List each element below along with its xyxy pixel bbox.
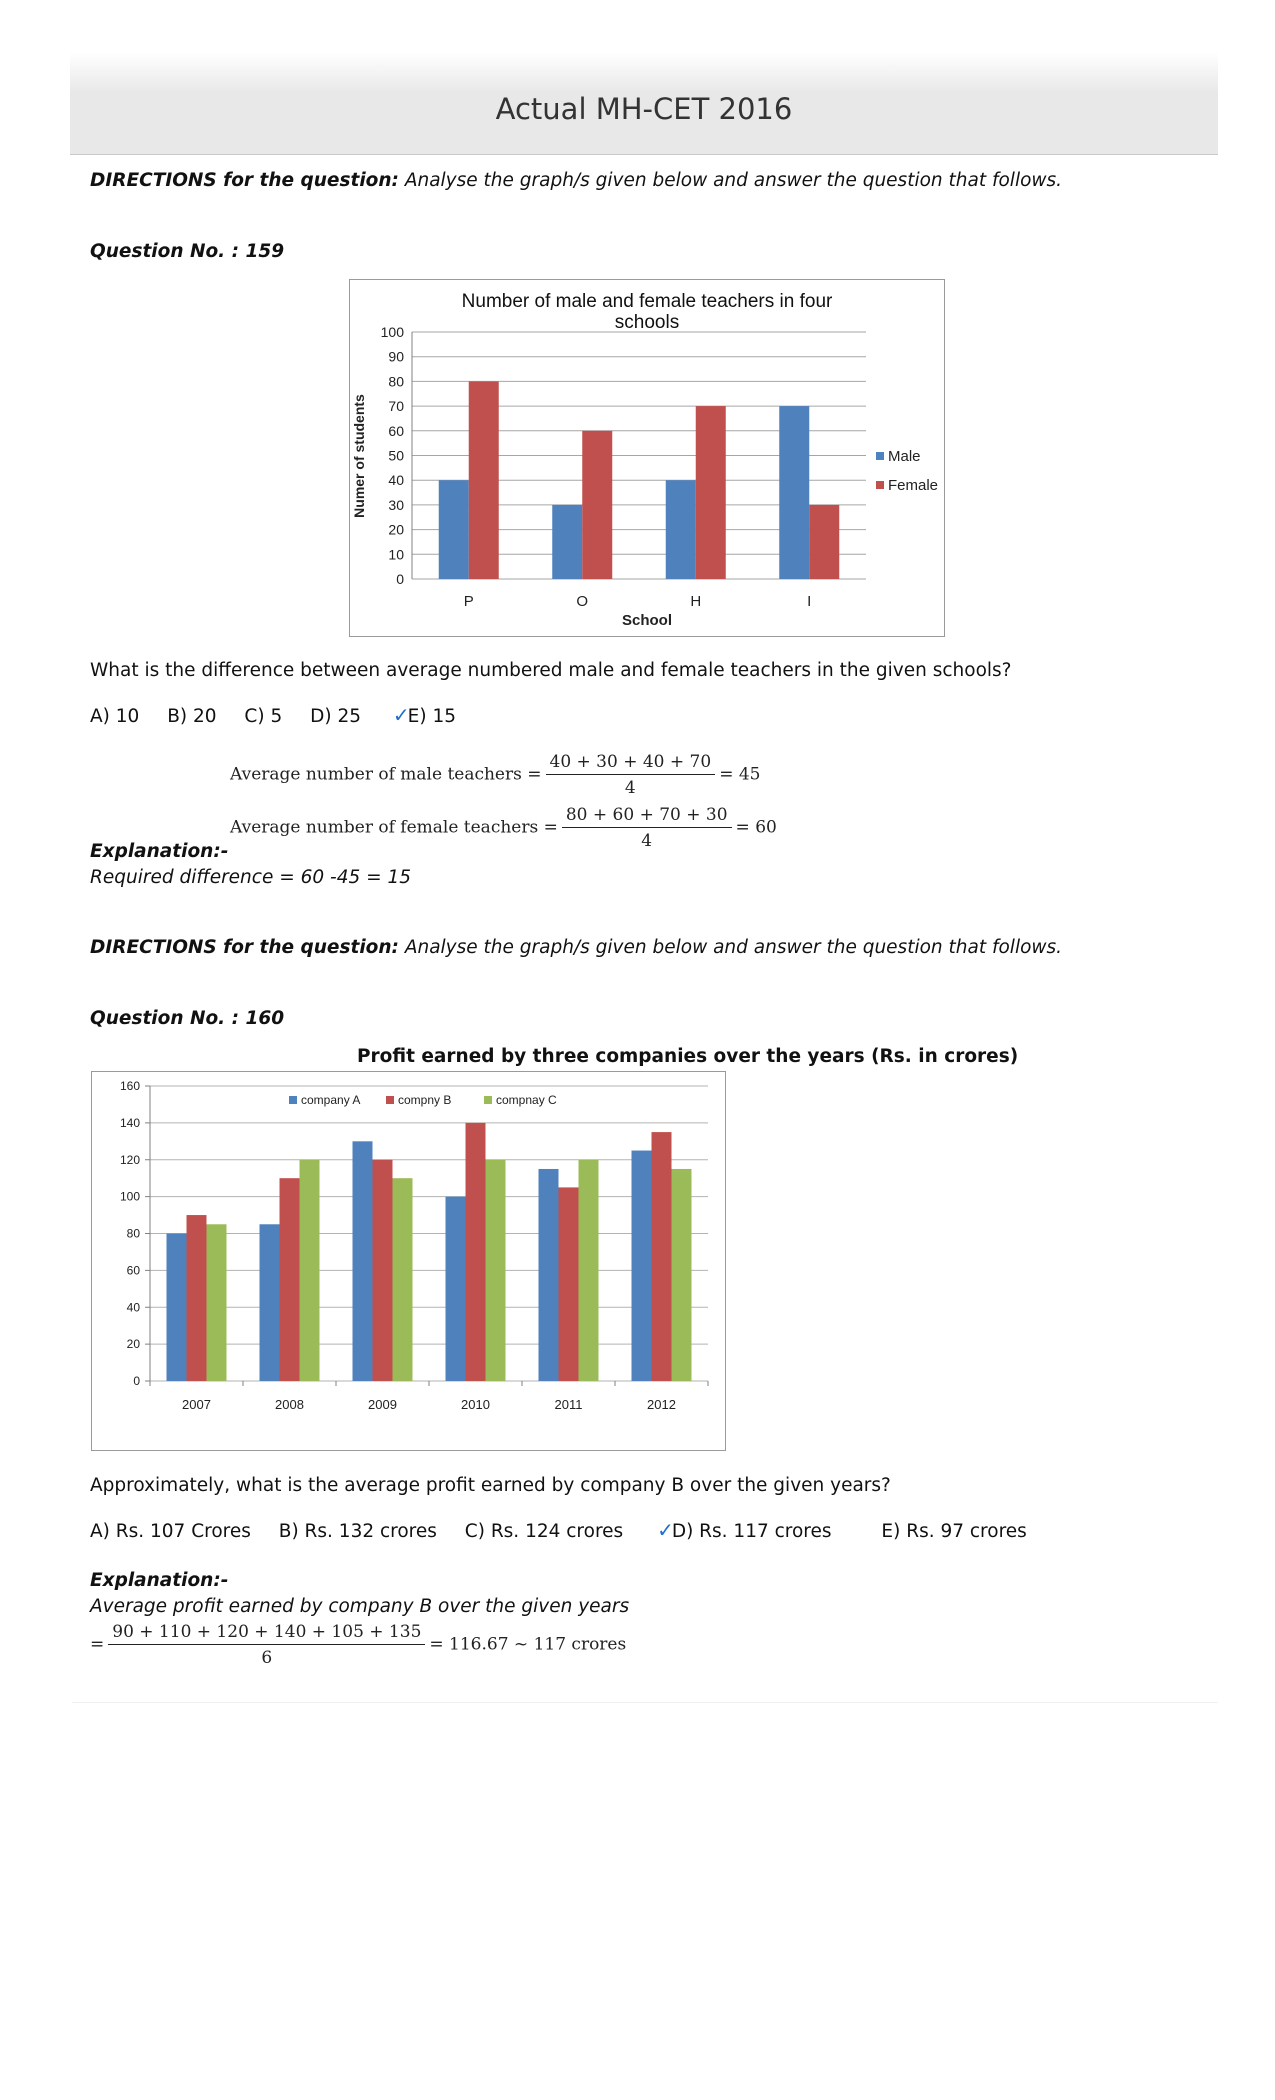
formula-male-fraction — [546, 752, 716, 798]
bar-compny-b-2012 — [652, 1132, 672, 1381]
x-tick-label: O — [576, 593, 589, 610]
option-d-correct[interactable] — [657, 1518, 853, 1542]
bar-company-a-2011 — [539, 1169, 559, 1381]
y-tick-label: 60 — [126, 1263, 140, 1278]
footer-divider — [72, 1702, 1218, 1703]
x-tick-label: P — [463, 593, 474, 610]
y-tick-label: 0 — [396, 571, 404, 587]
formula-male-numerator: 40 + 30 + 40 + 70 — [546, 752, 716, 775]
explanation-label-160: Explanation:- — [90, 1570, 229, 1591]
bar-company-a-2010 — [446, 1197, 466, 1381]
formula-denominator: 6 — [261, 1648, 273, 1668]
question-number-160: Question No. : 160 — [90, 1008, 285, 1029]
explanation-label-159: Explanation:- — [90, 841, 229, 862]
bar-male-p — [439, 480, 469, 579]
options-159 — [90, 703, 500, 727]
explanation-text-160: Average profit earned by company B over the given years — [90, 1596, 630, 1617]
option-e-correct[interactable] — [392, 703, 478, 727]
formula-female-denominator: 4 — [641, 831, 653, 851]
bar-compny-b-2009 — [373, 1160, 393, 1381]
y-tick-label: 80 — [388, 373, 404, 390]
bar-compny-b-2008 — [280, 1178, 300, 1381]
bar-female-p — [469, 381, 499, 579]
formula-male-label: Average number of male teachers = — [230, 764, 542, 785]
question-text-159: What is the difference between average numbered male and female teachers in the given schools? — [90, 660, 1012, 681]
bar-compnay-c-2011 — [579, 1160, 599, 1381]
directions-label: DIRECTIONS for the question: — [90, 170, 399, 191]
option-e[interactable]: E) 15 — [407, 706, 456, 727]
directions-label: DIRECTIONS for the question: — [90, 937, 399, 958]
explanation-text-159: Required difference = 60 -45 = 15 — [90, 867, 412, 888]
bar-female-i — [809, 505, 839, 579]
option-b[interactable]: B) Rs. 132 crores — [278, 1521, 437, 1542]
formula-company-b — [90, 1622, 626, 1668]
question-text-160: Approximately, what is the average profit earned by company B over the given years? — [90, 1475, 891, 1496]
bar-company-a-2012 — [632, 1151, 652, 1381]
bar-compny-b-2007 — [187, 1215, 207, 1381]
y-tick-label: 10 — [388, 546, 404, 563]
directions-159 — [90, 170, 1062, 191]
question-number-159: Question No. : 159 — [90, 241, 285, 262]
formula-female-result: = 60 — [735, 817, 777, 838]
bar-company-a-2009 — [353, 1141, 373, 1381]
y-tick-label: 20 — [388, 521, 404, 538]
formula-result: = 116.67 ~ 117 crores — [429, 1634, 627, 1655]
y-tick-label: 40 — [388, 472, 404, 489]
legend-swatch-female — [876, 481, 884, 489]
bar-company-a-2007 — [167, 1234, 187, 1382]
directions-text: Analyse the graph/s given below and answer the question that follows. — [398, 170, 1063, 191]
y-tick-label: 20 — [126, 1337, 140, 1352]
legend-label-female: Female — [888, 477, 939, 494]
bar-compnay-c-2009 — [393, 1178, 413, 1381]
y-tick-label: 160 — [119, 1079, 140, 1093]
chart-profit-title: Profit earned by three companies over the years (Rs. in crores) — [357, 1046, 1019, 1067]
bar-male-h — [666, 480, 696, 579]
chart-profit — [92, 1072, 725, 1450]
chart-title-line: Number of male and female teachers in four — [461, 291, 833, 312]
option-a[interactable]: A) Rs. 107 Crores — [90, 1521, 251, 1542]
y-axis-label: Numer of students — [351, 394, 367, 518]
formula-fraction — [108, 1622, 425, 1668]
option-d[interactable]: D) Rs. 117 crores — [671, 1521, 832, 1542]
options-160 — [90, 1518, 1049, 1542]
option-e[interactable]: E) Rs. 97 crores — [881, 1521, 1027, 1542]
formula-male — [230, 752, 760, 798]
page-header — [70, 52, 1218, 155]
x-tick-label: 2011 — [554, 1397, 583, 1412]
y-tick-label: 120 — [119, 1152, 140, 1167]
bar-compnay-c-2007 — [207, 1224, 227, 1381]
option-c[interactable]: C) 5 — [244, 706, 283, 727]
chart-profit-frame — [91, 1071, 726, 1451]
formula-male-denominator: 4 — [624, 778, 636, 798]
checkmark-icon: ✓ — [392, 703, 410, 727]
y-tick-label: 40 — [126, 1300, 140, 1315]
x-tick-label: H — [690, 593, 702, 610]
x-tick-label: 2010 — [461, 1397, 490, 1412]
formula-male-result: = 45 — [719, 764, 761, 785]
directions-text: Analyse the graph/s given below and answer the question that follows. — [398, 937, 1063, 958]
y-tick-label: 30 — [388, 496, 404, 513]
y-tick-label: 50 — [388, 447, 404, 464]
formula-female — [230, 805, 777, 851]
y-tick-label: 100 — [119, 1189, 140, 1204]
option-d[interactable]: D) 25 — [310, 706, 361, 727]
legend-label-company-a: company A — [301, 1093, 361, 1107]
option-c[interactable]: C) Rs. 124 crores — [464, 1521, 624, 1542]
legend-label-compnay-c: compnay C — [496, 1093, 557, 1107]
formula-numerator: 90 + 110 + 120 + 140 + 105 + 135 — [108, 1622, 425, 1645]
bar-female-o — [582, 431, 612, 579]
chart-title-line: schools — [614, 312, 680, 333]
chart-teachers-frame — [349, 279, 945, 637]
formula-female-fraction — [562, 805, 732, 851]
checkmark-icon: ✓ — [657, 1518, 674, 1542]
x-axis-label: School — [621, 612, 673, 629]
option-a[interactable]: A) 10 — [90, 706, 140, 727]
page-title: Actual MH-CET 2016 — [495, 92, 793, 126]
y-tick-label: 0 — [133, 1374, 140, 1388]
option-b[interactable]: B) 20 — [167, 706, 217, 727]
y-tick-label: 60 — [388, 422, 404, 439]
legend-label-compny-b: compny B — [398, 1093, 452, 1107]
x-tick-label: 2012 — [647, 1397, 676, 1412]
formula-female-numerator: 80 + 60 + 70 + 30 — [562, 805, 732, 828]
legend-swatch-compny-b — [386, 1096, 394, 1104]
x-tick-label: 2009 — [368, 1397, 397, 1412]
x-tick-label: I — [807, 593, 812, 610]
bar-male-o — [552, 505, 582, 579]
x-tick-label: 2007 — [182, 1397, 211, 1412]
formula-female-label: Average number of female teachers = — [230, 817, 558, 838]
legend-swatch-company-a — [289, 1096, 297, 1104]
legend-swatch-compnay-c — [484, 1096, 492, 1104]
y-tick-label: 100 — [380, 324, 404, 340]
chart-teachers — [350, 280, 944, 636]
y-tick-label: 70 — [388, 398, 404, 415]
bar-company-a-2008 — [260, 1224, 280, 1381]
bar-compnay-c-2008 — [300, 1160, 320, 1381]
bar-female-h — [696, 406, 726, 579]
y-tick-label: 140 — [119, 1115, 140, 1130]
legend-label-male: Male — [888, 448, 921, 465]
y-tick-label: 90 — [388, 348, 404, 365]
bar-compnay-c-2012 — [672, 1169, 692, 1381]
legend-swatch-male — [876, 452, 884, 460]
bar-compnay-c-2010 — [486, 1160, 506, 1381]
bar-male-i — [779, 406, 809, 579]
directions-160 — [90, 937, 1062, 958]
y-tick-label: 80 — [126, 1226, 140, 1241]
x-tick-label: 2008 — [275, 1397, 304, 1412]
bar-compny-b-2010 — [466, 1123, 486, 1381]
formula-prefix: = — [90, 1634, 105, 1655]
bar-compny-b-2011 — [559, 1187, 579, 1381]
